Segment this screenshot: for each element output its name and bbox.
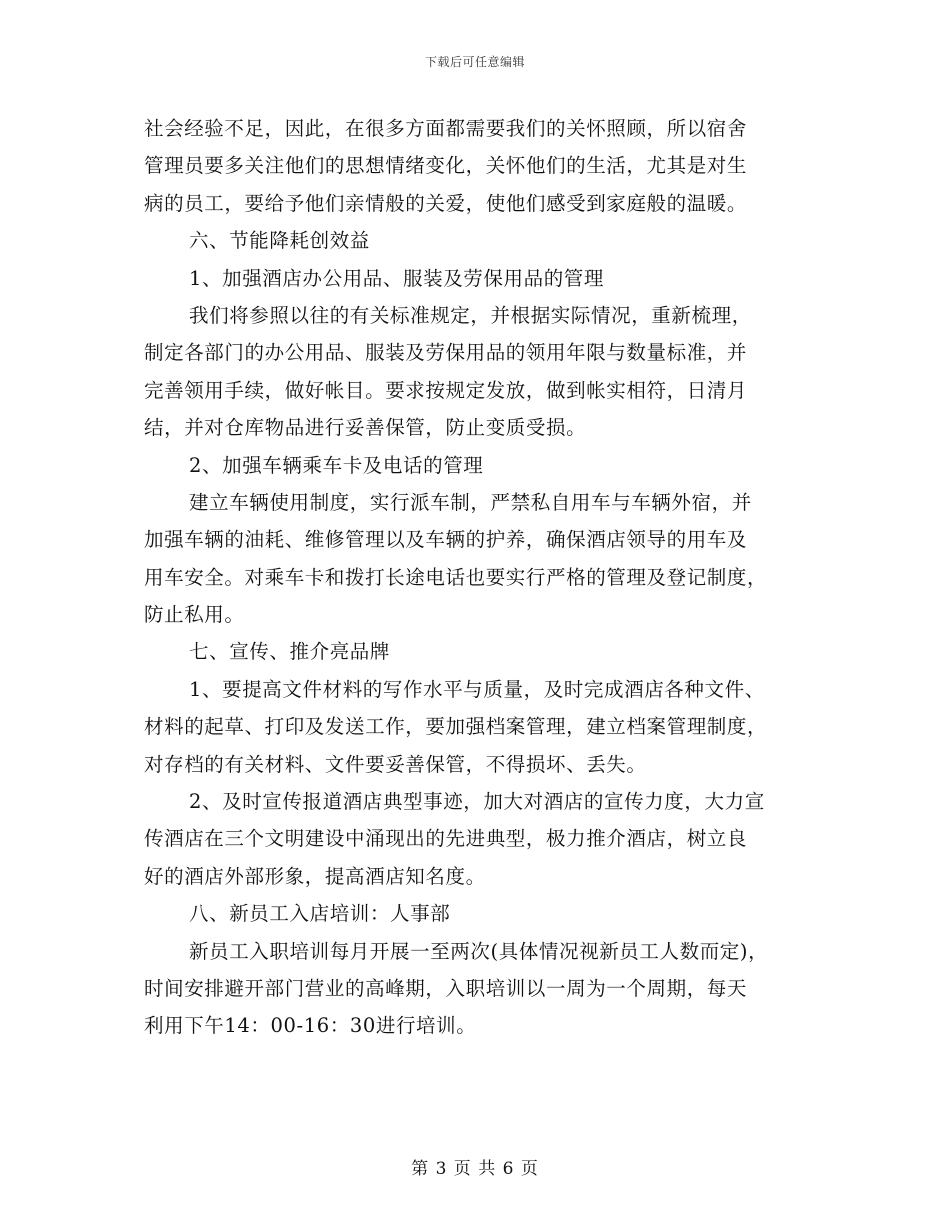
text-line: 六、节能降耗创效益 (189, 229, 370, 253)
text-line: 新员工入职培训每月开展一至两次(具体情况视新员工人数而定)， (189, 939, 769, 963)
text-line: 七、宣传、推介亮品牌 (189, 640, 391, 664)
text-line: 利用下午14：00-16：30进行培训。 (144, 1014, 477, 1038)
text-line: 1、加强酒店办公用品、服装及劳保用品的管理 (189, 266, 605, 290)
text-line: 病的员工，要给予他们亲情般的关爱，使他们感受到家庭般的温暖。 (144, 191, 748, 215)
text-line: 结，并对仓库物品进行妥善保管，防止变质受损。 (144, 416, 587, 440)
text-line: 管理员要多关注他们的思想情绪变化，关怀他们的生活，尤其是对生 (144, 154, 748, 178)
text-line: 八、新员工入店培训：人事部 (189, 902, 451, 926)
text-line: 2、及时宣传报道酒店典型事迹，加大对酒店的宣传力度，大力宣 (189, 790, 765, 814)
page-header: 下载后可任意编辑 (424, 55, 525, 69)
text-line: 1、要提高文件材料的写作水平与质量，及时完成酒店各种文件、 (189, 677, 765, 701)
page-footer: 第 3 页 共 6 页 (411, 1159, 539, 1179)
text-line: 材料的起草、打印及发送工作，要加强档案管理，建立档案管理制度， (144, 715, 768, 739)
text-line: 加强车辆的油耗、维修管理以及车辆的护养，确保酒店领导的用车及 (144, 528, 748, 552)
text-line: 社会经验不足，因此，在很多方面都需要我们的关怀照顾，所以宿舍 (144, 117, 748, 140)
text-line: 制定各部门的办公用品、服装及劳保用品的领用年限与数量标准，并 (144, 341, 748, 365)
text-line: 我们将参照以往的有关标准规定，并根据实际情况，重新梳理， (189, 303, 752, 327)
text-line: 2、加强车辆乘车卡及电话的管理 (189, 453, 484, 477)
text-line: 对存档的有关材料、文件要妥善保管，不得损坏、丢失。 (144, 752, 647, 776)
text-line: 好的酒店外部形象，提高酒店知名度。 (144, 864, 486, 888)
text-line: 时间安排避开部门营业的高峰期，入职培训以一周为一个周期，每天 (144, 976, 748, 1000)
text-line: 完善领用手续，做好帐目。要求按规定发放，做到帐实相符，日清月 (144, 378, 748, 402)
text-line: 传酒店在三个文明建设中涌现出的先进典型，极力推介酒店，树立良 (144, 827, 748, 851)
text-line: 建立车辆使用制度，实行派车制，严禁私自用车与车辆外宿，并 (189, 490, 752, 514)
text-line: 用车安全。对乘车卡和拨打长途电话也要实行严格的管理及登记制度， (144, 565, 768, 589)
text-line: 防止私用。 (144, 603, 245, 627)
document-body (144, 110, 806, 1045)
